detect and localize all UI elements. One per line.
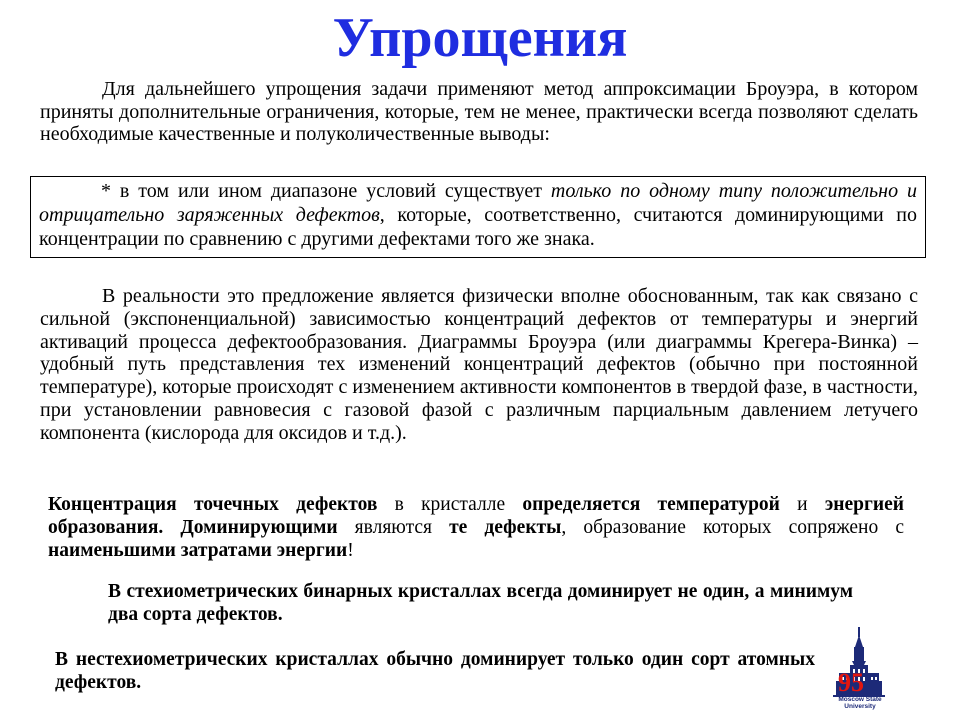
reality-paragraph — [40, 285, 918, 445]
conc-bold-4: те дефекты — [449, 516, 562, 538]
page-number: 95 — [838, 668, 864, 697]
assumption-box — [30, 176, 926, 258]
conc-bold-2: определяется температурой — [522, 494, 780, 515]
logo-caption-line1: Moscow State — [838, 696, 882, 703]
concentration-paragraph — [48, 494, 904, 562]
reality-text: В реальности это предложение является физически вполне обоснованным, так как связано с сильной (экспоненциальной) зависимостью концентраций дефектов от температуры и энергий активаций процесса дефектообразования. Диаграммы Броуэра (или диаграммы Крегера-Винка) – удобный путь представления тех изменений концентраций дефектов (обычно при постоянной температуре), которые происходят с изменением активности компонентов в твердой фазе, в частности, при установлении равновесия с газовой фазой с различным парциальным давлением летучего компонента (кислорода для оксидов и т.д.). — [40, 285, 918, 444]
conc-text-1: в кристалле — [377, 494, 523, 515]
stoichiometric-paragraph: В стехиометрических бинарных кристаллах всегда доминирует не один, а минимум два сорта дефектов. — [108, 581, 853, 626]
conc-text-5: ! — [347, 539, 354, 561]
box-italic-text: только по одному типу положительно и отрицательно заряженных дефектов — [39, 180, 917, 226]
logo-caption-line2: University — [844, 702, 876, 710]
conc-bold-3: энергией образования. Доминирующими — [48, 494, 904, 538]
conc-bold-5: наименьшими затратами энергии — [48, 539, 348, 561]
page-title: Упрощения — [332, 7, 628, 69]
intro-paragraph — [40, 78, 918, 146]
box-text-2: , которые, соответственно, считаются доминирующими по концентрации по сравнению с другими дефектами того же знака. — [39, 204, 917, 250]
conc-text-4: , образование которых сопряжено с — [561, 516, 904, 538]
conc-text-3: являются — [337, 516, 450, 538]
intro-text: Для дальнейшего упрощения задачи применяют метод аппроксимации Броуэра, в котором приняты дополнительные ограничения, которые, тем не менее, практически всегда позволяют сделать необходимые качественные и полуколичественные выводы: — [40, 78, 918, 146]
conc-bold-1: Концентрация точечных дефектов — [48, 494, 378, 515]
logo-caption — [833, 697, 887, 711]
conc-text-2: и — [779, 494, 825, 515]
box-text-1: * в том или ином диапазоне условий существует — [101, 180, 551, 202]
nonstoichiometric-paragraph: В нестехиометрических кристаллах обычно доминирует только один сорт атомных дефектов. — [55, 649, 815, 694]
